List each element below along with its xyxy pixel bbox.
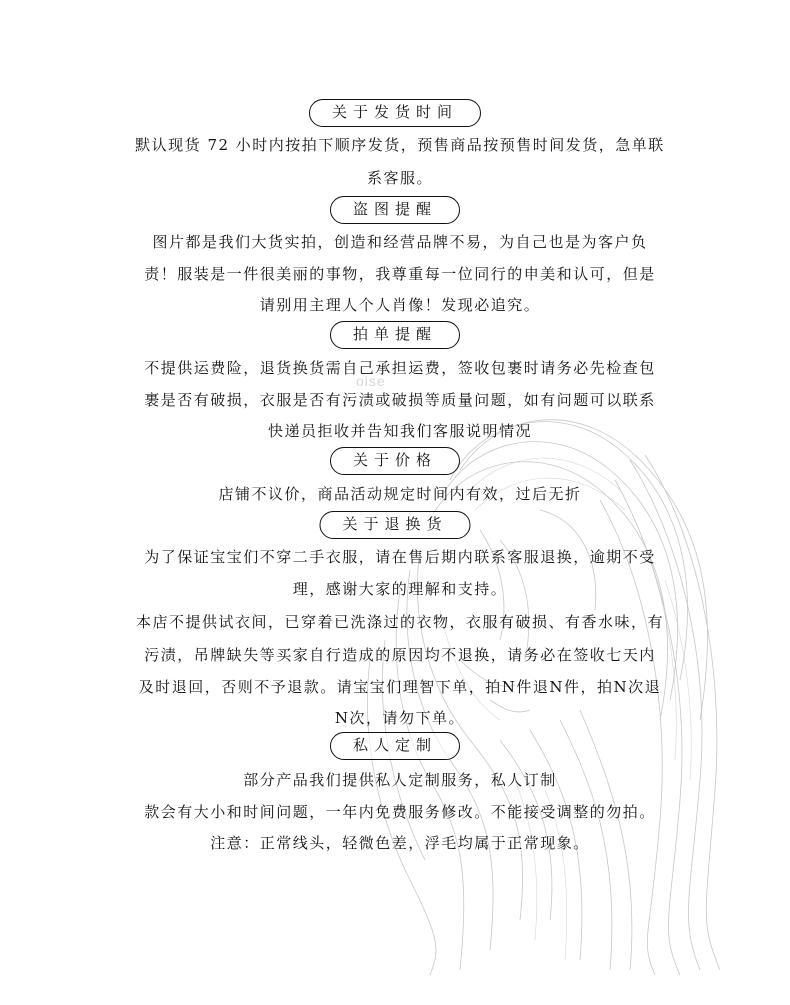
returns-line-1: 为了保证宝宝们不穿二手衣服，请在售后期内联系客服退换，逾期不受 — [144, 548, 656, 566]
order-reminder-line-1: 不提供运费险，退货换货需自己承担运费，签收包裹时请务必先检查包 — [144, 359, 656, 377]
custom-made-line-3: 注意：正常线头，轻微色差，浮毛均属于正常现象。 — [210, 834, 590, 852]
shipping-line-1: 默认现货 72 小时内按拍下顺序发货，预售商品按预售时间发货，急单联 — [135, 136, 665, 154]
custom-made-line-1: 部分产品我们提供私人定制服务，私人订制 — [243, 771, 557, 789]
returns-line-4: 污渍，吊牌缺失等买家自行造成的原因均不退换，请务必在签收七天内 — [144, 646, 656, 664]
custom-made-line-2: 款会有大小和时间问题，一年内免费服务修改。不能接受调整的勿拍。 — [144, 803, 656, 821]
section-title-returns: 关于退换货 — [319, 511, 470, 539]
shipping-line-2: 系客服。 — [366, 169, 433, 187]
section-title-pricing: 关于价格 — [330, 447, 460, 475]
image-theft-line-2: 责！服装是一件很美丽的事物，我尊重每一位同行的申美和认可，但是 — [144, 265, 656, 283]
image-theft-line-3: 请别用主理人个人肖像！发现必追究。 — [259, 296, 541, 314]
returns-line-6: N次，请勿下单。 — [334, 709, 466, 727]
order-reminder-line-2: 裹是否有破损，衣服是否有污渍或破损等质量问题，如有问题可以联系 — [144, 391, 656, 409]
returns-line-2: 理，感谢大家的理解和支持。 — [292, 580, 508, 598]
watermark-text: oise — [356, 373, 386, 389]
returns-line-5: 及时退回，否则不予退款。请宝宝们理智下单，拍N件退N件，拍N次退 — [138, 678, 662, 696]
returns-line-3: 本店不提供试衣间，已穿着已洗涤过的衣物，衣服有破损、有香水味，有 — [135, 613, 664, 631]
section-title-order-reminder: 拍单提醒 — [330, 321, 460, 349]
pricing-line-1: 店铺不议价，商品活动规定时间内有效，过后无折 — [218, 485, 582, 503]
section-title-image-theft: 盗图提醒 — [330, 196, 460, 224]
order-reminder-line-3: 快递员拒收并告知我们客服说明情况 — [267, 422, 532, 440]
section-title-custom-made: 私人定制 — [330, 732, 460, 760]
section-title-shipping-time: 关于发货时间 — [309, 99, 481, 127]
image-theft-line-1: 图片都是我们大货实拍，创造和经营品牌不易，为自己也是为客户负 — [152, 233, 648, 251]
